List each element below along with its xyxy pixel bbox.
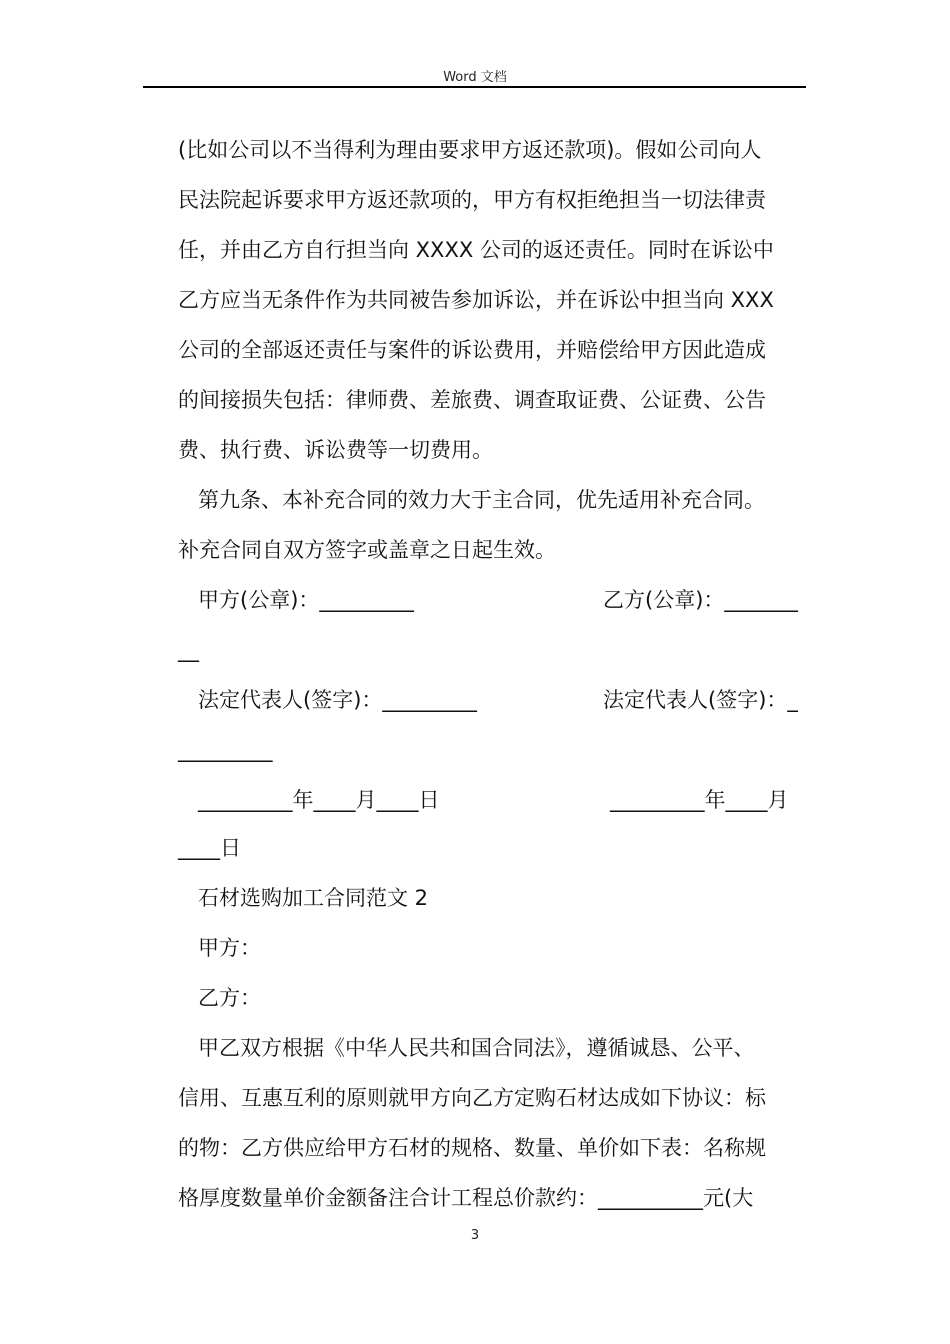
body-line: 乙方应当无条件作为共同被告参加诉讼，并在诉讼中担当向 XXX (178, 288, 774, 312)
body-line: 公司的全部返还责任与案件的诉讼费用，并赔偿给甲方因此造成 (178, 338, 766, 362)
body-line: 费、执行费、诉讼费等一切费用。 (178, 438, 493, 462)
section-body-line: 信用、互惠互利的原则就甲方向乙方定购石材达成如下协议：标 (178, 1086, 766, 1110)
date-b: _________年____月 (610, 788, 789, 812)
rep-b-signature-cont: _________ (178, 738, 273, 762)
body-line: 民法院起诉要求甲方返还款项的，甲方有权拒绝担当一切法律责 (178, 188, 766, 212)
page-header: Word 文档 (443, 70, 507, 85)
body-line: (比如公司以不当得利为理由要求甲方返还款项)。假如公司向人 (178, 138, 762, 162)
body-line: 的间接损失包括：律师费、差旅费、调查取证费、公证费、公告 (178, 388, 766, 412)
date-a: _________年____月____日 (198, 788, 440, 812)
section-body-line: 的物：乙方供应给甲方石材的规格、数量、单价如下表：名称规 (178, 1136, 766, 1160)
section-title: 石材选购加工合同范文 2 (198, 886, 429, 910)
rep-b-signature: 法定代表人(签字)：_ (603, 688, 798, 712)
party-b-seal: 乙方(公章)：_______ (603, 588, 798, 612)
article-9-line: 补充合同自双方签字或盖章之日起生效。 (178, 538, 556, 562)
rep-a-signature: 法定代表人(签字)：_________ (198, 688, 477, 712)
header-divider (143, 86, 806, 88)
date-b-cont: ____日 (178, 836, 241, 860)
party-a-label: 甲方： (198, 936, 261, 960)
article-9-line: 第九条、本补充合同的效力大于主合同，优先适用补充合同。 (198, 488, 765, 512)
party-b-seal-cont: __ (178, 638, 199, 662)
page-number: 3 (470, 1228, 480, 1243)
section-body-line: 格厚度数量单价金额备注合计工程总价款约：__________元(大 (178, 1186, 754, 1210)
party-b-label: 乙方： (198, 986, 261, 1010)
section-body-line: 甲乙双方根据《中华人民共和国合同法》，遵循诚恳、公平、 (198, 1036, 755, 1060)
party-a-seal: 甲方(公章)：_________ (198, 588, 414, 612)
body-line: 任，并由乙方自行担当向 XXXX 公司的返还责任。同时在诉讼中 (178, 238, 774, 262)
